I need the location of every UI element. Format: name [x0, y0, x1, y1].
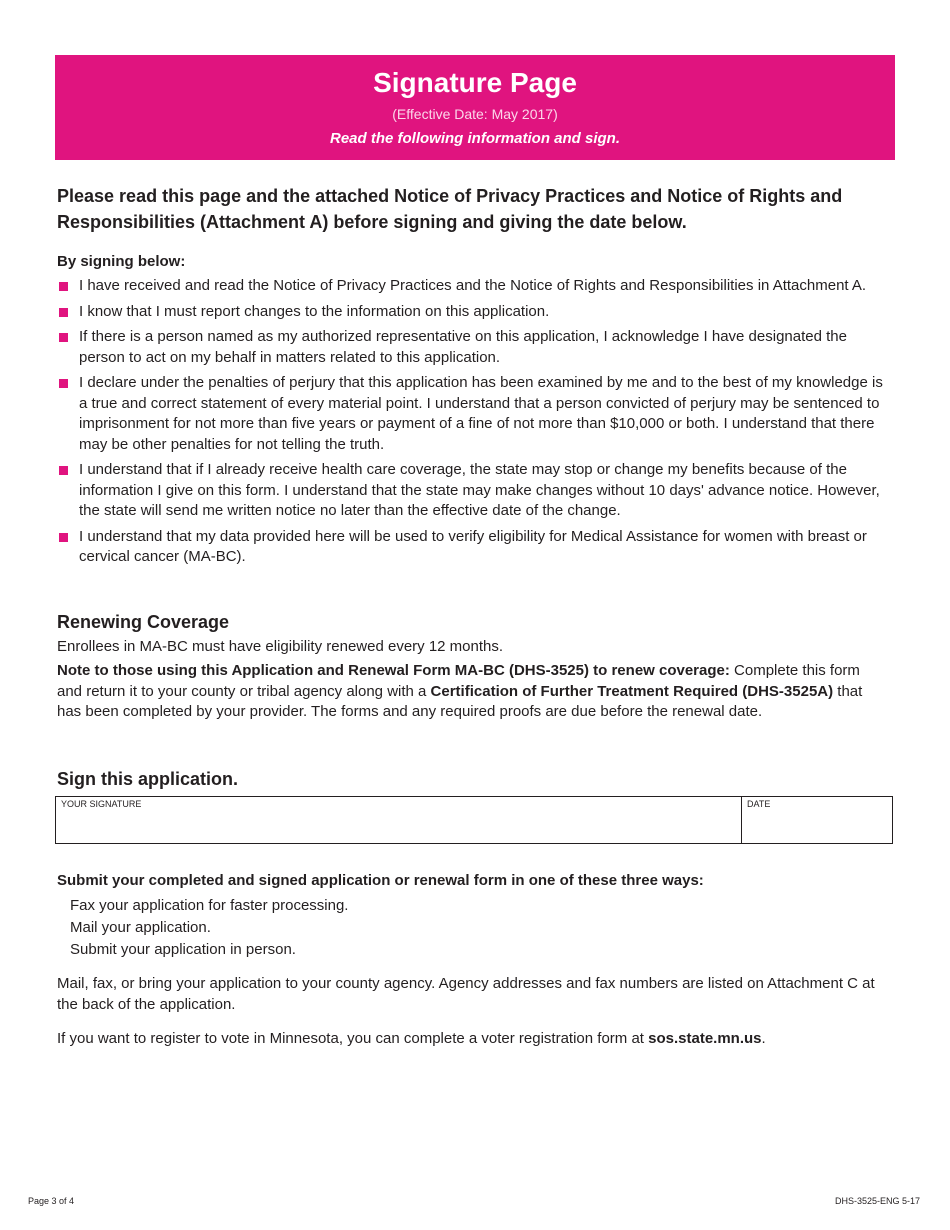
- renewing-text: Enrollees in MA-BC must have eligibility renewed every 12 months.: [57, 638, 504, 655]
- effective-date: (Effective Date: May 2017): [392, 106, 558, 122]
- bullet-square-icon: [59, 308, 68, 317]
- list-item: [57, 460, 887, 522]
- list-item-text: I understand that if I already receive health care coverage, the state may stop or change my benefits because of the information I give on this form. I understand that the state may make changes without 10 days' advance notice. However, the state will send me written notice no later than the effective date of the change.: [79, 461, 880, 519]
- banner-instruction: Read the following information and sign.: [330, 130, 620, 147]
- list-item: Mail your application.: [70, 919, 211, 936]
- date-label: DATE: [747, 799, 771, 809]
- by-signing-heading: By signing below:: [57, 253, 186, 270]
- attestation-list: [57, 276, 887, 573]
- agency-text: Mail, fax, or bring your application to your county agency. Agency addresses and fax numbers are listed on Attachment C at the back of the application.: [57, 975, 875, 1013]
- form-id: DHS-3525-ENG 5-17: [834, 1196, 920, 1206]
- list-item-text: I have received and read the Notice of Privacy Practices and the Notice of Rights and Responsibilities in Attachment A.: [79, 277, 867, 294]
- signature-box: [55, 796, 893, 844]
- submission-ways-list: [70, 895, 348, 961]
- list-item: [57, 276, 887, 297]
- list-item: [57, 302, 887, 323]
- renewing-coverage-heading: Renewing Coverage: [57, 612, 230, 632]
- list-item: [57, 527, 887, 568]
- vote-text-end: .: [761, 1030, 766, 1047]
- bullet-square-icon: [59, 533, 68, 542]
- page-title: Signature Page: [373, 67, 577, 98]
- intro-text: Please read this page and the attached Notice of Privacy Practices and Notice of Rights and Responsibilities (Attachment A) before signing and giving the date below.: [57, 186, 843, 232]
- submit-heading: Submit your completed and signed application or renewal form in one of these three ways:: [57, 872, 704, 889]
- list-item: Fax your application for faster processing.: [70, 897, 349, 914]
- date-field[interactable]: [742, 797, 892, 843]
- bullet-square-icon: [59, 282, 68, 291]
- list-item: Submit your application in person.: [70, 941, 296, 958]
- vote-text-body: If you want to register to vote in Minnesota, you can complete a voter registration form at: [57, 1030, 649, 1047]
- signature-field[interactable]: [56, 797, 742, 843]
- renewal-note: [57, 661, 887, 723]
- list-item-text: I understand that my data provided here will be used to verify eligibility for Medical Assistance for women with breast or cervical cancer (MA-BC).: [79, 527, 867, 565]
- list-item-text: If there is a person named as my authorized representative on this application, I acknowledge I have designated the person to act on my behalf in matters related to this application.: [79, 328, 847, 366]
- renewal-note-text-1: Complete this form and return it to your county or tribal agency along with a: [57, 662, 860, 700]
- vote-text: [57, 1029, 887, 1050]
- renewal-note-bold-2: Certification of Further Treatment Required (DHS-3525A): [430, 682, 834, 700]
- bullet-square-icon: [59, 466, 68, 475]
- bullet-square-icon: [59, 333, 68, 342]
- renewal-note-text-2: that has been completed by your provider. The forms and any required proofs are due before the renewal date.: [57, 682, 863, 720]
- page-number: Page 3 of 4: [28, 1196, 75, 1206]
- list-item: [57, 373, 887, 455]
- list-item-text: I know that I must report changes to the information on this application.: [79, 302, 550, 320]
- header-banner: [55, 55, 895, 160]
- bullet-square-icon: [59, 379, 68, 388]
- list-item-text: I declare under the penalties of perjury that this application has been examined by me and to the best of my knowledge is a true and correct statement of every material point. I understand that a person convicted of perjury may be sentenced to imprisonment for not more than five years or payment of a fine of not more than $10,000 or both. I understand that there may be other penalties for not telling the truth.: [79, 374, 883, 453]
- sign-heading: Sign this application.: [57, 769, 239, 789]
- renewal-note-bold: Note to those using this Application and Renewal Form MA-BC (DHS-3525) to renew coverage:: [57, 662, 730, 679]
- list-item: [57, 327, 887, 368]
- vote-link[interactable]: sos.state.mn.us: [648, 1030, 762, 1047]
- signature-label: YOUR SIGNATURE: [61, 799, 142, 809]
